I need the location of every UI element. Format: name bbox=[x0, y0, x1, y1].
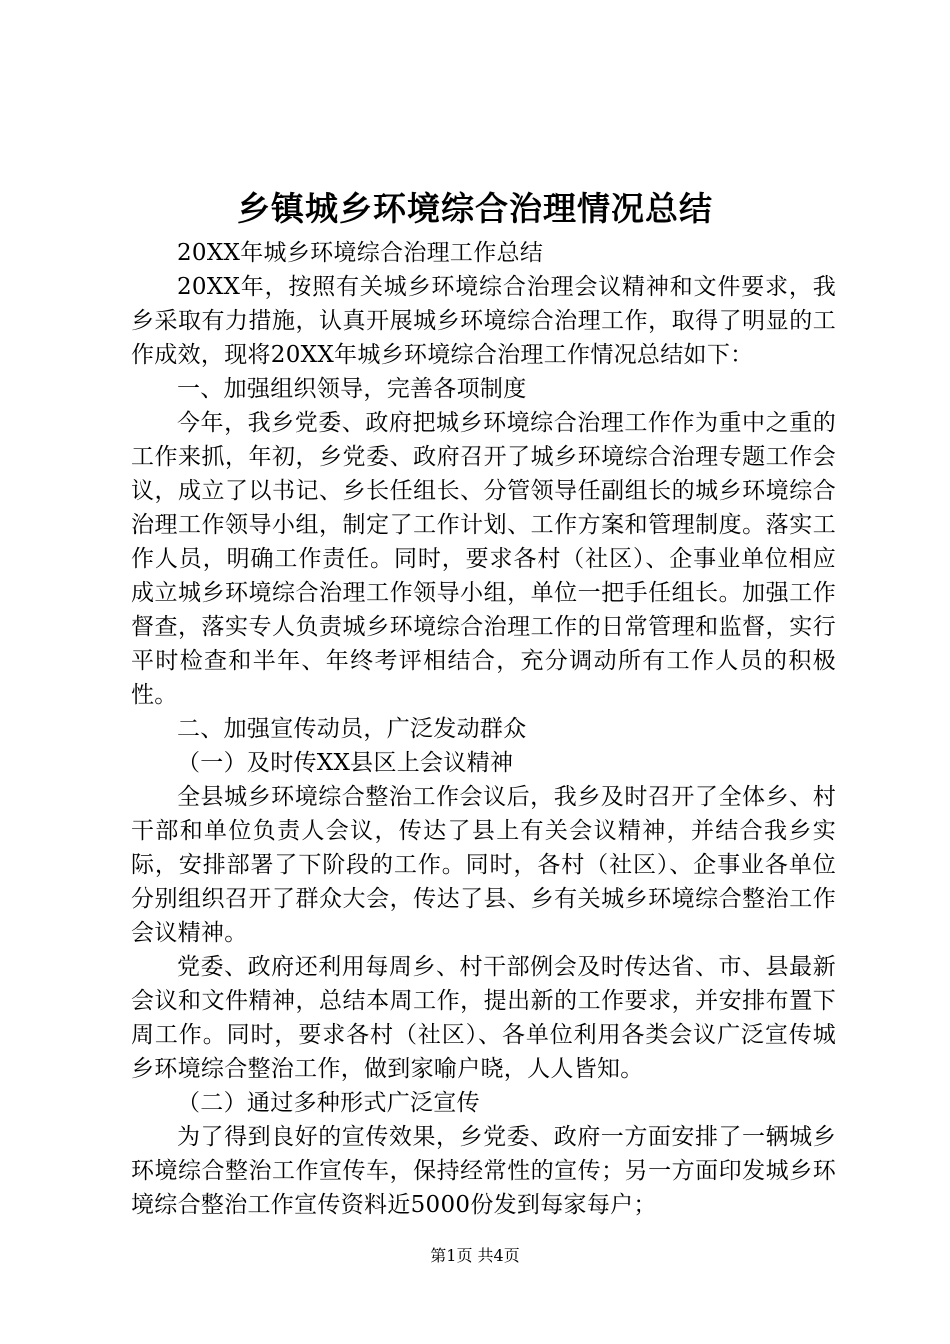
paragraph-section-1: 今年，我乡党委、政府把城乡环境综合治理工作作为重中之重的工作来抓，年初，乡党委、政府召开了城乡环境综合治理专题工作会议，成立了以书记、乡长任组长、分管领导任副组长的城乡环境综合治理工作领导小组，制定了工作计划、工作方案和管理制度。落实工作人员，明确工作责任。同时，要求各村（社区）、企事业单位相应成立城乡环境综合治理工作领导小组，单位一把手任组长。加强工作督查，落实专人负责城乡环境综合治理工作的日常管理和监督，实行平时检查和半年、年终考评相结合，充分调动所有工作人员的积极性。 bbox=[131, 410, 836, 708]
section-heading-2: 二、加强宣传动员，广泛发动群众 bbox=[177, 716, 527, 742]
document-body bbox=[131, 236, 836, 1222]
section-heading-1: 一、加强组织领导，完善各项制度 bbox=[177, 376, 527, 402]
document-title: 乡镇城乡环境综合治理情况总结 bbox=[237, 189, 713, 228]
paragraph-intro: 20XX年，按照有关城乡环境综合治理会议精神和文件要求，我乡采取有力措施，认真开展城乡环境综合治理工作，取得了明显的工作成效，现将20XX年城乡环境综合治理工作情况总结如下： bbox=[131, 274, 836, 368]
paragraph-subsection-1a: 全县城乡环境综合整治工作会议后，我乡及时召开了全体乡、村干部和单位负责人会议，传达了县上有关会议精神，并结合我乡实际，安排部署了下阶段的工作。同时，各村（社区）、企事业各单位分别组织召开了群众大会，传达了县、乡有关城乡环境综合整治工作会议精神。 bbox=[131, 784, 836, 946]
subsection-heading-2: （二）通过多种形式广泛宣传 bbox=[177, 1090, 480, 1116]
subsection-heading-1: （一）及时传XX县区上会议精神 bbox=[177, 750, 514, 776]
paragraph-subtitle: 20XX年城乡环境综合治理工作总结 bbox=[177, 240, 544, 266]
paragraph-subsection-2: 为了得到良好的宣传效果，乡党委、政府一方面安排了一辆城乡环境综合整治工作宣传车，保持经常性的宣传；另一方面印发城乡环境综合整治工作宣传资料近5000份发到每家每户； bbox=[131, 1124, 836, 1218]
page-footer: 第1页 共4页 bbox=[430, 1246, 520, 1265]
paragraph-subsection-1b: 党委、政府还利用每周乡、村干部例会及时传达省、市、县最新会议和文件精神，总结本周工作，提出新的工作要求，并安排布置下周工作。同时，要求各村（社区）、各单位利用各类会议广泛宣传城乡环境综合整治工作，做到家喻户晓，人人皆知。 bbox=[131, 954, 836, 1082]
